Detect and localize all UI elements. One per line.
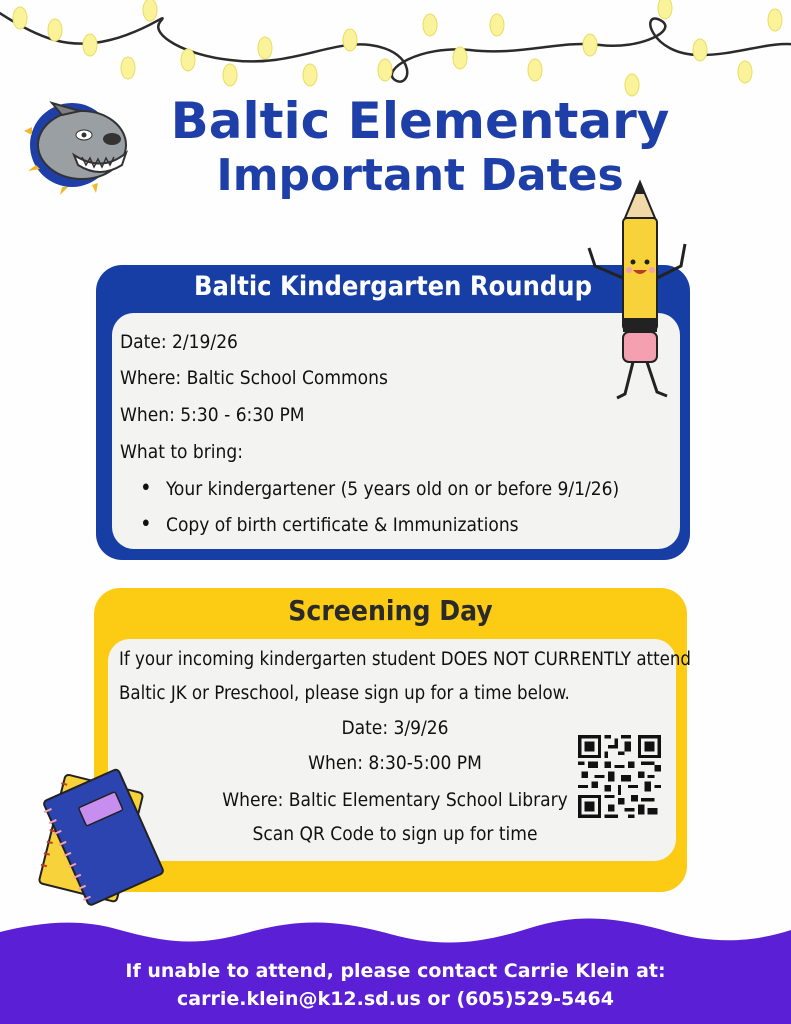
- screening-intro-line1: If your incoming kindergarten student DOES NOT CURRENTLY attend: [119, 649, 691, 670]
- list-item: • Copy of birth certificate & Immunizations: [166, 514, 519, 536]
- screening-when: When: 8:30-5:00 PM: [308, 752, 482, 774]
- roundup-date: Date: 2/19/26: [120, 331, 238, 353]
- screening-title: Screening Day: [288, 594, 493, 627]
- footer-contact-line1: If unable to attend, please contact Carrie Klein at:: [125, 960, 666, 982]
- list-item: • Your kindergartener (5 years old on or before 9/1/26): [166, 478, 619, 500]
- roundup-where: Where: Baltic School Commons: [120, 367, 388, 389]
- roundup-title: Baltic Kindergarten Roundup: [194, 271, 592, 302]
- screening-date: Date: 3/9/26: [341, 717, 449, 739]
- bulldog-mascot-icon: [22, 95, 134, 195]
- page-title-line2: Important Dates: [216, 150, 624, 201]
- roundup-when: When: 5:30 - 6:30 PM: [120, 404, 305, 426]
- screening-where: Where: Baltic Elementary School Library: [222, 789, 568, 811]
- screening-scan-instruction: Scan QR Code to sign up for time: [252, 823, 538, 845]
- screening-intro-line2: Baltic JK or Preschool, please sign up for a time below.: [119, 683, 570, 704]
- footer-contact-line2[interactable]: carrie.klein@k12.sd.us or (605)529-5464: [177, 988, 614, 1010]
- notebooks-icon: [20, 762, 178, 922]
- qr-code[interactable]: [578, 735, 661, 818]
- page-title-line1: Baltic Elementary: [170, 92, 670, 150]
- pencil-character-icon: [585, 178, 695, 403]
- roundup-what-to-bring: What to bring:: [120, 441, 243, 463]
